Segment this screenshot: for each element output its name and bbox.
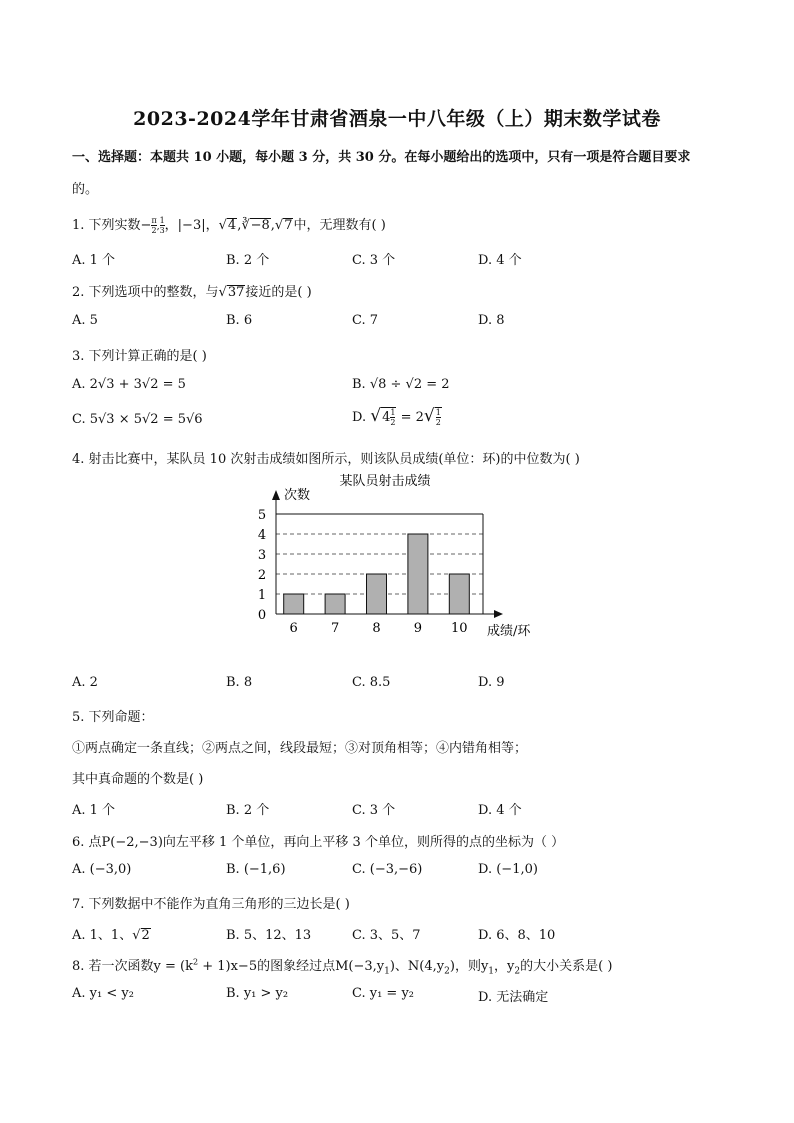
question-6-stem: 6. 点P(−2,−3)向左平移 1 个单位，再向上平移 3 个单位，则所得的点的坐标为（ ） bbox=[72, 835, 565, 850]
q7-option-b: B. 5、12、13 bbox=[226, 928, 312, 943]
bar bbox=[449, 574, 469, 614]
q8-option-c: C. y₁ = y₂ bbox=[352, 986, 415, 1001]
q4-option-d: D. 9 bbox=[478, 675, 505, 690]
section-instructions: 一、选择题：本题共 10 小题，每小题 3 分，共 30 分。在每小题给出的选项中，只有一项是符合题目要求 bbox=[72, 150, 691, 165]
question-7-stem: 7. 下列数据中不能作为直角三角形的三边长是( ) bbox=[72, 897, 350, 912]
y-tick-label: 0 bbox=[257, 608, 267, 623]
q8-option-d: D. 无法确定 bbox=[478, 990, 549, 1005]
q2-option-c: C. 7 bbox=[352, 313, 379, 328]
question-5-stem: 5. 下列命题： bbox=[72, 710, 154, 725]
x-tick-label: 6 bbox=[289, 621, 298, 636]
q5-option-d: D. 4 个 bbox=[478, 803, 522, 818]
bar bbox=[367, 574, 387, 614]
bar bbox=[325, 594, 345, 614]
x-tick-label: 7 bbox=[330, 621, 340, 636]
y-tick-label: 5 bbox=[257, 508, 267, 523]
q5-option-b: B. 2 个 bbox=[226, 803, 270, 818]
fraction-one-third: $\frac{1}{3}$ bbox=[159, 216, 165, 235]
q7-option-d: D. 6、8、10 bbox=[478, 928, 556, 943]
q2-option-a: A. 5 bbox=[72, 313, 98, 328]
page-title: 2023-2024学年甘肃省酒泉一中八年级（上）期末数学试卷 bbox=[133, 108, 661, 130]
question-3-stem: 3. 下列计算正确的是( ) bbox=[72, 349, 207, 364]
q2-option-d: D. 8 bbox=[478, 313, 505, 328]
q4-option-c: C. 8.5 bbox=[352, 675, 391, 690]
q4-option-a: A. 2 bbox=[72, 675, 98, 690]
question-4-stem: 4. 射击比赛中，某队员 10 次射击成绩如图所示，则该队员成绩(单位：环)的中位数为( ) bbox=[72, 452, 580, 467]
section-instructions-cont: 的。 bbox=[72, 182, 99, 197]
y-tick-label: 2 bbox=[257, 568, 267, 583]
q4-option-b: B. 8 bbox=[226, 675, 253, 690]
q6-option-c: C. (−3,−6) bbox=[352, 862, 423, 877]
x-axis-label: 成绩/环 bbox=[487, 624, 531, 639]
q6-option-d: D. (−1,0) bbox=[478, 862, 538, 877]
bar bbox=[408, 534, 428, 614]
x-axis-arrow bbox=[494, 610, 503, 618]
question-2-stem: 2. 下列选项中的整数，与√37接近的是( ) bbox=[72, 285, 312, 300]
chart-title: 某队员射击成绩 bbox=[339, 474, 431, 489]
question-8-stem: 8. 若一次函数$y = (k^2 + 1)x-5$的图象经过点$M(-3,y_1)$、$N(4,y_2)$，则$y_1$，$y_2$的大小关系是( ) bbox=[72, 957, 613, 977]
q1-option-c: C. 3 个 bbox=[352, 253, 396, 268]
question-1-stem: 1. 下列实数− $\frac{\pi}{2}$ , $\frac{1}{3}$ ，|−3|，√4,∛−8,√7中，无理数有( ) bbox=[72, 216, 386, 235]
q6-option-b: B. (−1,6) bbox=[226, 862, 286, 877]
y-tick-label: 1 bbox=[257, 588, 267, 603]
x-tick-label: 8 bbox=[372, 621, 381, 636]
q2-option-b: B. 6 bbox=[226, 313, 253, 328]
question-5-ask: 其中真命题的个数是( ) bbox=[72, 772, 204, 787]
bar-chart bbox=[0, 470, 794, 670]
q7-option-c: C. 3、5、7 bbox=[352, 928, 421, 943]
x-tick-label: 9 bbox=[413, 621, 423, 636]
q6-option-a: A. (−3,0) bbox=[72, 862, 132, 877]
question-5-statements: ①两点确定一条直线；②两点之间，线段最短；③对顶角相等；④内错角相等； bbox=[72, 741, 528, 756]
q3-option-b: B. √8 ÷ √2 = 2 bbox=[352, 377, 450, 392]
q1-option-a: A. 1 个 bbox=[72, 253, 116, 268]
q8-option-a: A. y₁ < y₂ bbox=[72, 986, 134, 1001]
q5-option-c: C. 3 个 bbox=[352, 803, 396, 818]
y-axis-arrow bbox=[272, 490, 280, 500]
q3-option-d: D. √4 $\frac{1}{2}$ = 2√ $\frac{1}{2}$ bbox=[352, 406, 441, 427]
q8-option-b: B. y₁ > y₂ bbox=[226, 986, 289, 1001]
q3-option-a: A. 2√3 + 3√2 = 5 bbox=[72, 377, 186, 392]
q7-option-a: A. 1、1、√2 bbox=[72, 928, 150, 943]
x-tick-label: 10 bbox=[451, 621, 468, 636]
q3-option-c: C. 5√3 × 5√2 = 5√6 bbox=[72, 412, 203, 427]
q5-option-a: A. 1 个 bbox=[72, 803, 116, 818]
q1-option-b: B. 2 个 bbox=[226, 253, 270, 268]
q1-option-d: D. 4 个 bbox=[478, 253, 522, 268]
y-axis-label: 次数 bbox=[284, 488, 311, 503]
y-tick-label: 3 bbox=[257, 548, 267, 563]
fraction-pi-over-2: $\frac{\pi}{2}$ bbox=[151, 216, 157, 235]
bar bbox=[284, 594, 304, 614]
y-tick-label: 4 bbox=[257, 528, 267, 543]
